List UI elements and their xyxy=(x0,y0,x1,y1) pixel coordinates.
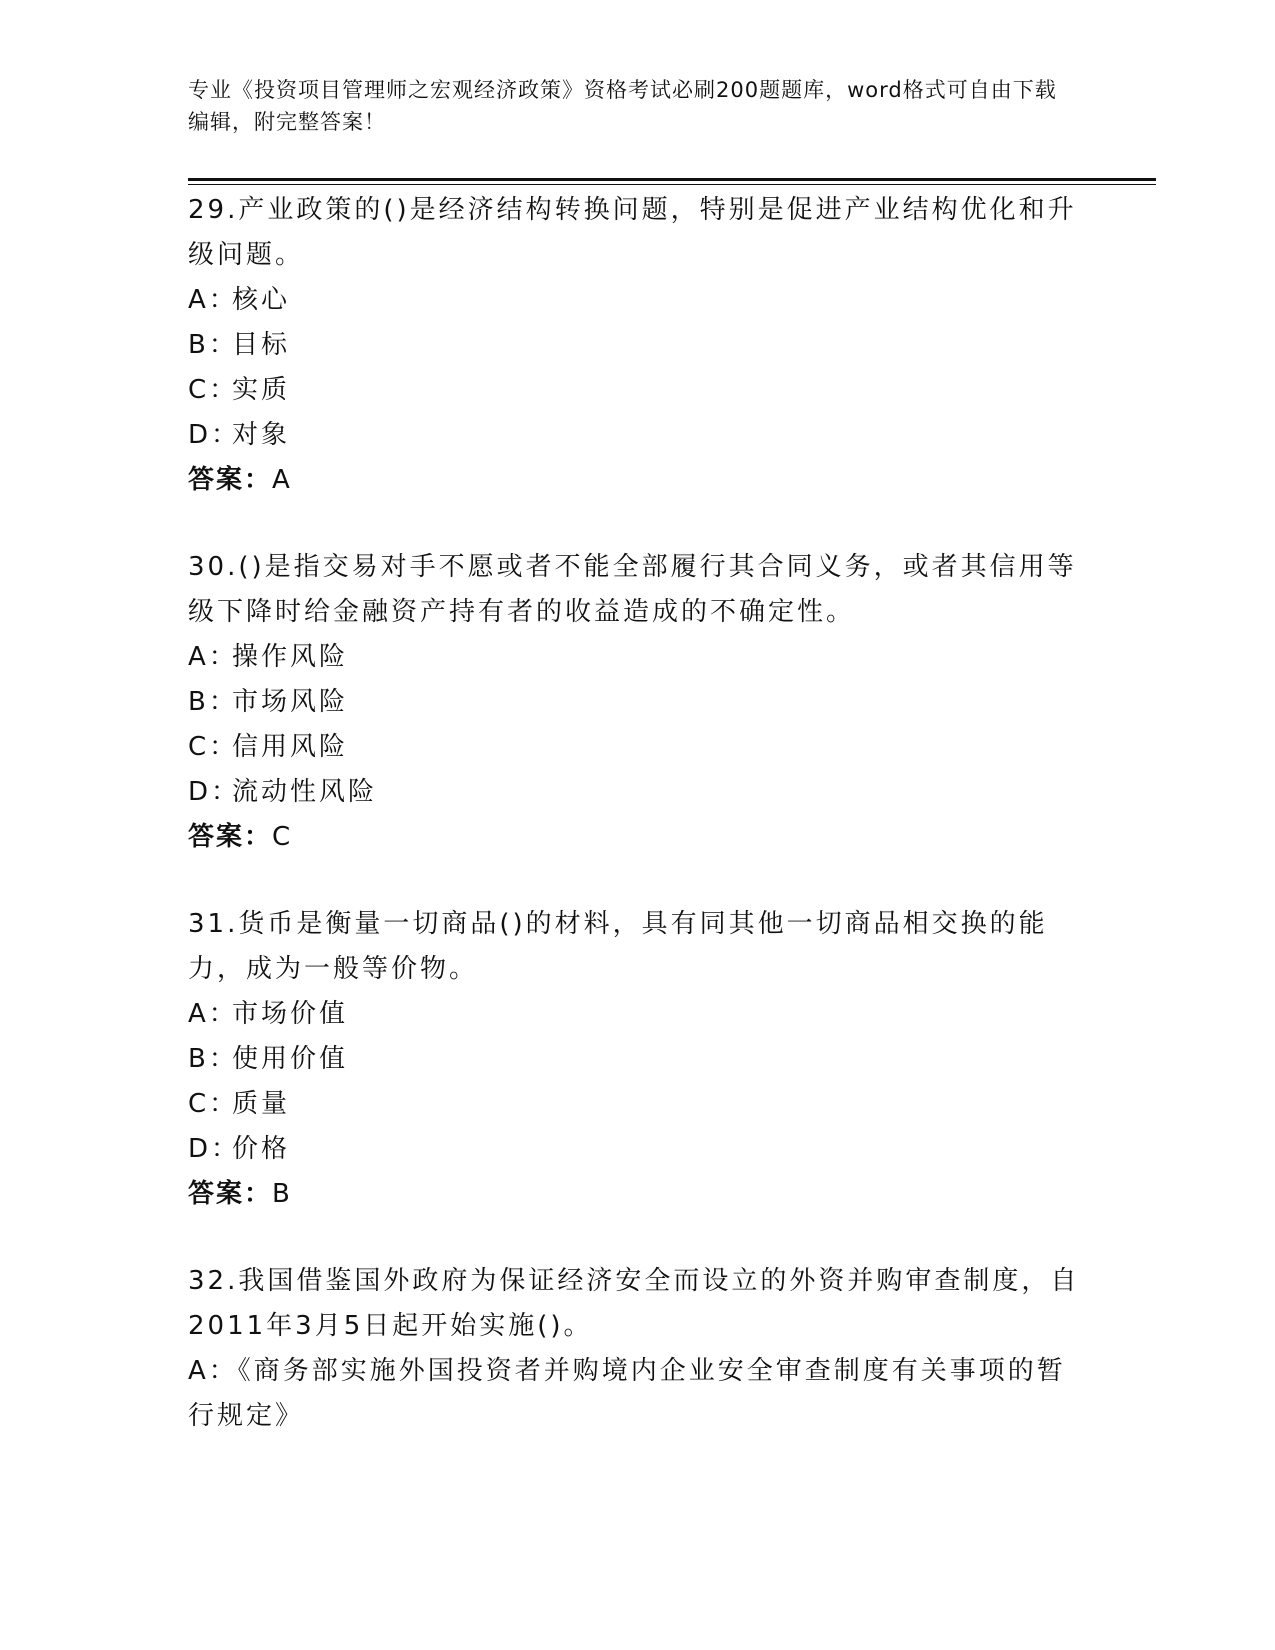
questions-list xyxy=(188,188,1088,1481)
option-key: D： xyxy=(188,420,241,450)
answer-label: 答案： xyxy=(188,1179,273,1209)
question-stem: 29.产业政策的()是经济结构转换问题，特别是促进产业结构优化和升级问题。 xyxy=(188,195,1077,270)
header-rule-thin xyxy=(188,184,1156,185)
option-b xyxy=(188,680,1088,725)
answer-label: 答案： xyxy=(188,465,273,495)
answer-value: B xyxy=(272,1179,292,1209)
option-text: 核心 xyxy=(232,285,291,315)
question-30 xyxy=(188,545,1088,860)
option-c xyxy=(188,1082,1088,1127)
option-b xyxy=(188,1037,1088,1082)
option-text: 使用价值 xyxy=(232,1044,349,1074)
option-text: 流动性风险 xyxy=(232,777,378,807)
option-a xyxy=(188,992,1088,1037)
question-stem: 31.货币是衡量一切商品()的材料，具有同其他一切商品相交换的能力，成为一般等价物。 xyxy=(188,909,1048,984)
option-text: 实质 xyxy=(232,375,291,405)
question-stem: 30.()是指交易对手不愿或者不能全部履行其合同义务，或者其信用等级下降时给金融资产持有者的收益造成的不确定性。 xyxy=(188,552,1077,627)
option-text: 对象 xyxy=(232,420,291,450)
option-a xyxy=(188,635,1088,680)
option-text: 《商务部实施外国投资者并购境内企业安全审查制度有关事项的暂行规定》 xyxy=(188,1356,1066,1431)
option-key: D： xyxy=(188,777,241,807)
option-key: A： xyxy=(188,999,238,1029)
option-text: 价格 xyxy=(232,1134,291,1164)
option-key: A： xyxy=(188,642,238,672)
option-key: A： xyxy=(188,285,238,315)
option-d xyxy=(188,1127,1088,1172)
option-b xyxy=(188,323,1088,368)
option-c xyxy=(188,725,1088,770)
option-key: A： xyxy=(188,1356,238,1386)
option-text: 信用风险 xyxy=(232,732,349,762)
option-text: 市场价值 xyxy=(232,999,349,1029)
answer-line xyxy=(188,815,1088,860)
answer-value: C xyxy=(272,822,293,852)
question-32 xyxy=(188,1259,1088,1439)
answer-line xyxy=(188,1172,1088,1217)
option-key: C： xyxy=(188,1089,239,1119)
question-31 xyxy=(188,902,1088,1217)
option-key: C： xyxy=(188,375,239,405)
option-key: B： xyxy=(188,687,238,717)
option-key: C： xyxy=(188,732,239,762)
answer-line xyxy=(188,458,1088,503)
answer-label: 答案： xyxy=(188,822,273,852)
option-text: 市场风险 xyxy=(232,687,349,717)
option-key: B： xyxy=(188,1044,238,1074)
option-a xyxy=(188,1349,1088,1439)
option-key: B： xyxy=(188,330,238,360)
question-29 xyxy=(188,188,1088,503)
question-stem: 32.我国借鉴国外政府为保证经济安全而设立的外资并购审查制度，自2011年3月5日起开始实施()。 xyxy=(188,1266,1080,1341)
option-c xyxy=(188,368,1088,413)
option-text: 操作风险 xyxy=(232,642,349,672)
option-d xyxy=(188,770,1088,815)
option-text: 目标 xyxy=(232,330,291,360)
header-rule-thick xyxy=(188,178,1156,181)
option-d xyxy=(188,413,1088,458)
document-header: 专业《投资项目管理师之宏观经济政策》资格考试必刷200题题库，word格式可自由下载编辑，附完整答案！ xyxy=(188,78,1057,134)
option-key: D： xyxy=(188,1134,241,1164)
answer-value: A xyxy=(272,465,292,495)
option-a xyxy=(188,278,1088,323)
option-text: 质量 xyxy=(232,1089,291,1119)
